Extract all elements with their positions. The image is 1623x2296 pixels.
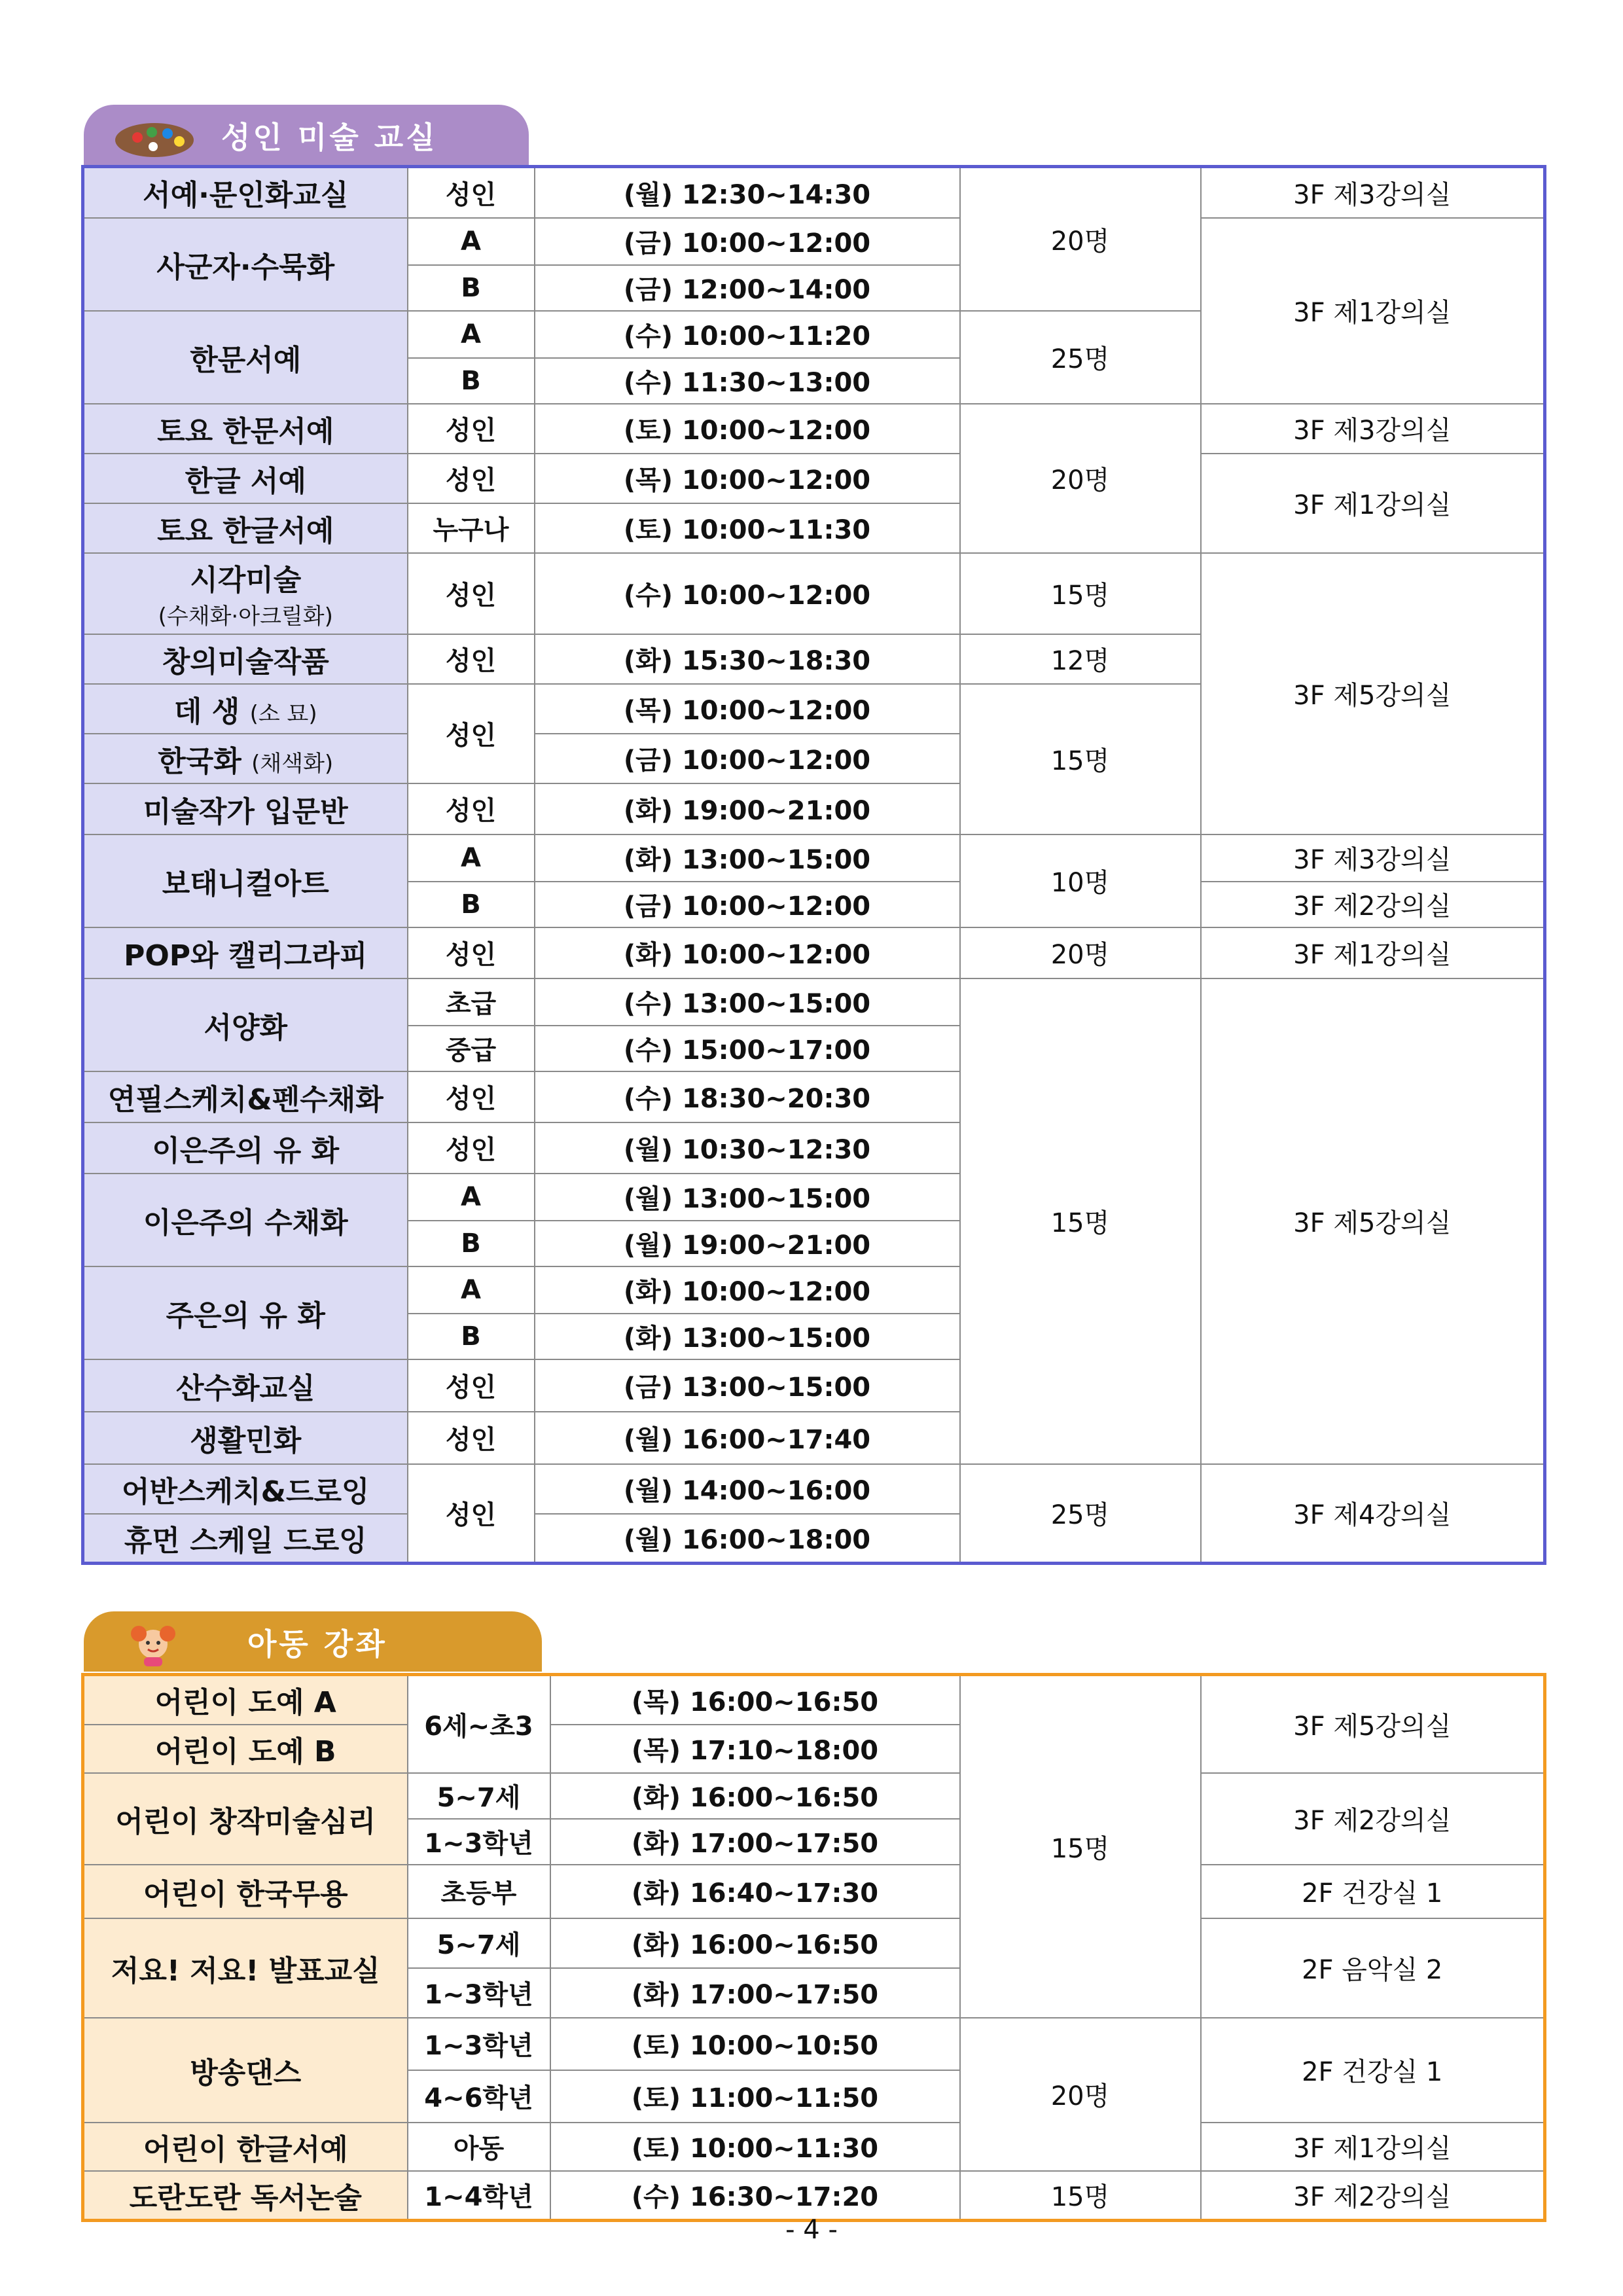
target-group: B (408, 882, 535, 927)
class-time: (화) 19:00~21:00 (535, 783, 960, 834)
course-name: 연필스케치&펜수채화 (83, 1071, 408, 1122)
target-group: 성인 (408, 167, 535, 218)
target-group: 6세~초3 (408, 1675, 550, 1773)
table-row (83, 2018, 1545, 2070)
target-group: 초등부 (408, 1865, 550, 1918)
target-group: 초급 (408, 978, 535, 1026)
table-row (83, 2171, 1545, 2221)
room: 3F 제1강의실 (1201, 454, 1545, 553)
target-group: 중급 (408, 1026, 535, 1071)
course-name-main: 시각미술 (190, 564, 302, 597)
class-time: (목) 10:00~12:00 (535, 684, 960, 734)
course-name: POP와 캘리그라피 (83, 927, 408, 978)
course-name: 한글 서예 (83, 454, 408, 503)
course-name: 서양화 (83, 978, 408, 1071)
room: 3F 제3강의실 (1201, 834, 1545, 882)
course-name: 어린이 도예 B (83, 1725, 408, 1773)
class-time: (화) 13:00~15:00 (535, 834, 960, 882)
capacity: 15명 (960, 684, 1201, 834)
class-time: (목) 10:00~12:00 (535, 454, 960, 503)
class-time: (토) 10:00~12:00 (535, 404, 960, 454)
target-group: 성인 (408, 454, 535, 503)
room: 2F 건강실 1 (1201, 2018, 1545, 2123)
adult-section-title: 성인 미술 교실 (221, 120, 438, 155)
class-time: (금) 10:00~12:00 (535, 882, 960, 927)
room: 3F 제4강의실 (1201, 1464, 1545, 1564)
child-section-tab (84, 1611, 542, 1672)
target-group: 5~7세 (408, 1918, 550, 1968)
target-group: 성인 (408, 553, 535, 634)
class-time: (토) 10:00~11:30 (535, 503, 960, 553)
class-time: (월) 16:00~18:00 (535, 1514, 960, 1564)
course-name: 생활민화 (83, 1412, 408, 1464)
class-time: (수) 10:00~11:20 (535, 311, 960, 358)
adult-schedule-table (81, 165, 1546, 1565)
course-name: 한문서예 (83, 311, 408, 404)
target-group: 성인 (408, 634, 535, 684)
target-group: A (408, 1174, 535, 1221)
class-time: (화) 17:00~17:50 (550, 1819, 960, 1865)
course-name: 토요 한글서예 (83, 503, 408, 553)
room: 3F 제3강의실 (1201, 404, 1545, 454)
capacity: 20명 (960, 2018, 1201, 2171)
table-row (83, 834, 1545, 882)
target-group: 1~3학년 (408, 2018, 550, 2070)
capacity: 20명 (960, 927, 1201, 978)
capacity: 25명 (960, 1464, 1201, 1564)
capacity: 15명 (960, 978, 1201, 1464)
course-name: 사군자·수묵화 (83, 218, 408, 311)
class-time: (월) 13:00~15:00 (535, 1174, 960, 1221)
table-row (83, 454, 1545, 503)
class-time: (목) 17:10~18:00 (550, 1725, 960, 1773)
capacity: 25명 (960, 311, 1201, 404)
room: 3F 제1강의실 (1201, 927, 1545, 978)
class-time: (수) 10:00~12:00 (535, 553, 960, 634)
target-group: 성인 (408, 783, 535, 834)
target-group: B (408, 265, 535, 311)
target-group: 누구나 (408, 503, 535, 553)
room: 3F 제2강의실 (1201, 882, 1545, 927)
class-time: (화) 16:00~16:50 (550, 1918, 960, 1968)
target-group: A (408, 311, 535, 358)
course-name: 주은의 유 화 (83, 1266, 408, 1359)
table-row (83, 1918, 1545, 1968)
class-time: (토) 10:00~10:50 (550, 2018, 960, 2070)
table-row (83, 1464, 1545, 1514)
class-time: (금) 12:00~14:00 (535, 265, 960, 311)
course-name-sub: (소 묘) (249, 700, 317, 727)
room: 3F 제1강의실 (1201, 2123, 1545, 2171)
course-name: 토요 한문서예 (83, 404, 408, 454)
course-name: 휴먼 스케일 드로잉 (83, 1514, 408, 1564)
room: 3F 제3강의실 (1201, 167, 1545, 218)
target-group: 1~4학년 (408, 2171, 550, 2221)
target-group: 성인 (408, 1464, 535, 1564)
palette-icon (114, 118, 199, 160)
class-time: (월) 12:30~14:30 (535, 167, 960, 218)
table-row (83, 978, 1545, 1026)
course-name-main: 데 생 (173, 694, 240, 728)
target-group: B (408, 1314, 535, 1359)
table-row (83, 2123, 1545, 2171)
room: 3F 제5강의실 (1201, 553, 1545, 834)
course-name: 저요! 저요! 발표교실 (83, 1918, 408, 2018)
child-schedule-table (81, 1673, 1546, 2222)
target-group: 성인 (408, 684, 535, 783)
course-name: 미술작가 입문반 (83, 783, 408, 834)
course-name: 보태니컬아트 (83, 834, 408, 927)
target-group: 성인 (408, 1122, 535, 1174)
target-group: 아동 (408, 2123, 550, 2171)
class-time: (화) 16:40~17:30 (550, 1865, 960, 1918)
target-group: B (408, 1221, 535, 1266)
table-row (83, 553, 1545, 634)
capacity: 15명 (960, 2171, 1201, 2221)
class-time: (화) 10:00~12:00 (535, 927, 960, 978)
room: 2F 음악실 2 (1201, 1918, 1545, 2018)
table-row (83, 1865, 1545, 1918)
course-name: 도란도란 독서논술 (83, 2171, 408, 2221)
course-name: 어린이 도예 A (83, 1675, 408, 1725)
course-name: 어린이 한글서예 (83, 2123, 408, 2171)
target-group: 5~7세 (408, 1773, 550, 1819)
class-time: (수) 11:30~13:00 (535, 358, 960, 404)
course-name: 이은주의 유 화 (83, 1122, 408, 1174)
child-icon (114, 1624, 199, 1666)
capacity: 10명 (960, 834, 1201, 927)
table-row (83, 1675, 1545, 1725)
room: 3F 제5강의실 (1201, 1675, 1545, 1773)
room: 3F 제5강의실 (1201, 978, 1545, 1464)
room: 3F 제1강의실 (1201, 218, 1545, 404)
course-name-sub: (수채화·아크릴화) (158, 603, 333, 630)
class-time: (목) 16:00~16:50 (550, 1675, 960, 1725)
course-name: 산수화교실 (83, 1359, 408, 1412)
target-group: 4~6학년 (408, 2070, 550, 2123)
course-name: 어린이 창작미술심리 (83, 1773, 408, 1865)
class-time: (화) 15:30~18:30 (535, 634, 960, 684)
room: 3F 제2강의실 (1201, 1773, 1545, 1865)
adult-section-tab (84, 105, 529, 165)
capacity: 15명 (960, 553, 1201, 634)
table-row (83, 1773, 1545, 1819)
room: 2F 건강실 1 (1201, 1865, 1545, 1918)
class-time: (화) 13:00~15:00 (535, 1314, 960, 1359)
class-time: (수) 13:00~15:00 (535, 978, 960, 1026)
target-group: 성인 (408, 404, 535, 454)
target-group: 성인 (408, 1359, 535, 1412)
target-group: A (408, 834, 535, 882)
class-time: (수) 16:30~17:20 (550, 2171, 960, 2221)
table-row (83, 218, 1545, 265)
course-name (83, 684, 408, 734)
class-time: (수) 18:30~20:30 (535, 1071, 960, 1122)
course-name: 서예·문인화교실 (83, 167, 408, 218)
table-row (83, 927, 1545, 978)
room: 3F 제2강의실 (1201, 2171, 1545, 2221)
course-name: 어반스케치&드로잉 (83, 1464, 408, 1514)
target-group: A (408, 218, 535, 265)
course-name (83, 734, 408, 783)
course-name: 방송댄스 (83, 2018, 408, 2123)
class-time: (월) 10:30~12:30 (535, 1122, 960, 1174)
target-group: 성인 (408, 1071, 535, 1122)
course-name: 이은주의 수채화 (83, 1174, 408, 1266)
class-time: (화) 16:00~16:50 (550, 1773, 960, 1819)
target-group: A (408, 1266, 535, 1314)
class-time: (금) 10:00~12:00 (535, 734, 960, 783)
capacity: 15명 (960, 1675, 1201, 2018)
page-number: - 4 - (785, 2215, 838, 2245)
course-name (83, 553, 408, 634)
target-group: B (408, 358, 535, 404)
class-time: (토) 11:00~11:50 (550, 2070, 960, 2123)
target-group: 1~3학년 (408, 1819, 550, 1865)
target-group: 성인 (408, 1412, 535, 1464)
table-row (83, 404, 1545, 454)
class-time: (금) 10:00~12:00 (535, 218, 960, 265)
child-section-title: 아동 강좌 (247, 1626, 387, 1662)
capacity: 20명 (960, 167, 1201, 311)
class-time: (월) 14:00~16:00 (535, 1464, 960, 1514)
target-group: 1~3학년 (408, 1968, 550, 2018)
class-time: (월) 19:00~21:00 (535, 1221, 960, 1266)
capacity: 12명 (960, 634, 1201, 684)
course-name-main: 한국화 (158, 744, 241, 778)
class-time: (금) 13:00~15:00 (535, 1359, 960, 1412)
table-row (83, 167, 1545, 218)
course-name-sub: (채색화) (251, 750, 334, 777)
course-name: 창의미술작품 (83, 634, 408, 684)
course-name: 어린이 한국무용 (83, 1865, 408, 1918)
capacity: 20명 (960, 404, 1201, 553)
class-time: (수) 15:00~17:00 (535, 1026, 960, 1071)
class-time: (화) 10:00~12:00 (535, 1266, 960, 1314)
class-time: (토) 10:00~11:30 (550, 2123, 960, 2171)
target-group: 성인 (408, 927, 535, 978)
class-time: (월) 16:00~17:40 (535, 1412, 960, 1464)
class-time: (화) 17:00~17:50 (550, 1968, 960, 2018)
